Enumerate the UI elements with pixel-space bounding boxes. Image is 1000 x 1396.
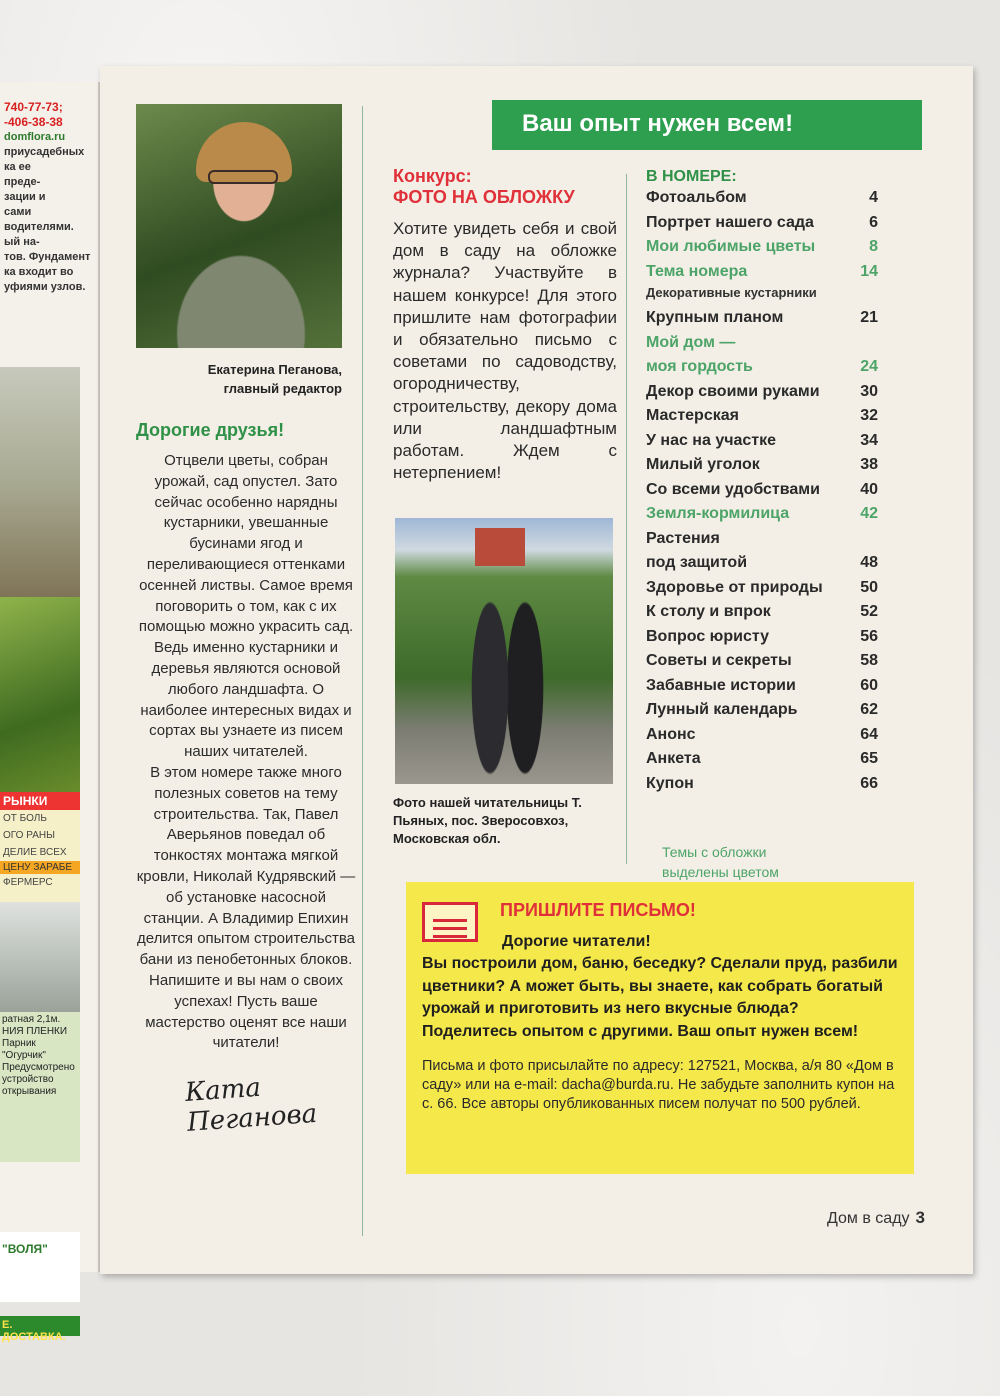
prev-line: ка входит во xyxy=(4,266,74,278)
column-divider xyxy=(362,106,363,1236)
toc-item-page: 52 xyxy=(860,603,878,620)
contest-body: Хотите увидеть себя и свой дом в саду на обложке журнала? Участвуйте в нашем конкурсе! Для этого пришлите нам фотографии и обязательно письмо с советами по садоводству, огородничеству, строительству, декору дома или ландшафтным работам. Ждем с нетерпением! xyxy=(393,219,617,483)
portrait-glasses xyxy=(208,170,278,184)
send-letter-salutation: Дорогие читатели! xyxy=(502,933,651,950)
toc-subtitle: Декоративные кустарники xyxy=(646,285,817,300)
envelope-icon xyxy=(422,902,478,942)
toc-item-label: Забавные истории xyxy=(646,676,796,694)
letter-greeting: Дорогие друзья! xyxy=(136,420,285,440)
toc-item-label: Купон xyxy=(646,774,694,792)
toc-item xyxy=(646,772,878,797)
toc-item-label: К столу и впрок xyxy=(646,603,771,620)
toc-item-label: Мой дом — xyxy=(646,333,736,351)
market-line: ДЕЛИЕ ВСЕХ xyxy=(3,847,67,858)
prev-phone-2: -406-38-38 xyxy=(4,115,63,129)
toc-item xyxy=(646,723,878,748)
toc-divider xyxy=(626,174,627,864)
toc-note xyxy=(662,842,878,882)
previous-page-text xyxy=(0,82,98,295)
editor-name: Екатерина Пеганова, xyxy=(207,362,342,377)
toc-item-page: 62 xyxy=(860,701,878,718)
market-line: ОГО РАНЫ xyxy=(3,830,55,841)
editor-letter xyxy=(136,451,356,1054)
send-letter-footer: Письма и фото присылайте по адресу: 127521, Москва, а/я 80 «Дом в саду» или на e-mail: dacha@burda.ru. Не забудьте заполнить купон на с. 66. Все авторы опубликованных писем получат по 500 рублей. xyxy=(422,1058,895,1112)
greenhouse-info xyxy=(0,1012,80,1162)
toc-item-page: 38 xyxy=(860,456,878,473)
toc-heading: В НОМЕРЕ: xyxy=(646,168,737,185)
info-line: НИЯ ПЛЕНКИ xyxy=(2,1026,68,1037)
toc-item-page: 50 xyxy=(860,578,878,596)
toc-item xyxy=(646,551,878,576)
toc-item-page: 64 xyxy=(860,725,878,743)
photo-house xyxy=(475,528,525,566)
toc-item xyxy=(646,698,878,723)
toc-item xyxy=(646,453,878,478)
page-footer xyxy=(827,1208,925,1228)
editor-role: главный редактор xyxy=(223,381,342,396)
prev-line: сами xyxy=(4,206,32,218)
toc-item-page: 66 xyxy=(860,774,878,792)
toc-item-page: 65 xyxy=(860,750,878,767)
toc-item-page: 24 xyxy=(860,358,878,375)
toc-item-page: 42 xyxy=(860,505,878,522)
prev-line: преде- xyxy=(4,176,41,188)
toc-item-label: моя гордость xyxy=(646,358,753,375)
info-line: Парник xyxy=(2,1038,36,1049)
photo-caption: Фото нашей читательницы Т. Пьяных, пос. Зверосовхоз, Московская обл. xyxy=(393,795,582,847)
editor-caption xyxy=(136,360,342,398)
greenhouse-photo xyxy=(0,367,80,607)
prev-line: ый на- xyxy=(4,236,40,248)
toc-item-page: 32 xyxy=(860,407,878,424)
cucumber-plants-photo xyxy=(0,597,80,797)
toc-item-label: Анкета xyxy=(646,750,701,767)
toc-item-label: Советы и секреты xyxy=(646,652,792,669)
toc-item-page: 4 xyxy=(869,189,878,206)
toc-item xyxy=(646,478,878,503)
toc-list xyxy=(646,186,878,796)
section-banner: Ваш опыт нужен всем! xyxy=(492,100,922,150)
toc-item xyxy=(646,260,878,285)
toc-item xyxy=(646,649,878,674)
prev-line: приусадебных xyxy=(4,146,85,158)
toc-item-page xyxy=(852,331,878,356)
toc-item-page: 56 xyxy=(860,627,878,645)
toc-item-page: 34 xyxy=(860,431,878,449)
toc-item-page: 6 xyxy=(869,213,878,231)
toc-note-line2: выделены цветом xyxy=(662,864,779,880)
toc-item-page: 8 xyxy=(869,238,878,255)
toc-item-label: Крупным планом xyxy=(646,309,784,326)
prev-line: водителями. xyxy=(4,221,74,233)
toc-item-label: Лунный календарь xyxy=(646,701,798,718)
toc-item xyxy=(646,747,878,772)
prev-line: зации и xyxy=(4,191,46,203)
letter-paragraph: В этом номере также много полезных советов на тему строительства. Так, Павел Аверьянов поведал об тонкостях монтажа мягкой кровли, Николай Кудрявский — об установке насосной станции. А Владимир Епихин делится опытом строительства бани из пенобетонных блоков. xyxy=(136,763,356,969)
toc-item xyxy=(646,404,878,429)
magazine-page xyxy=(100,66,973,1274)
toc-item xyxy=(646,674,878,699)
editor-signature: Ката Пеганова xyxy=(184,1072,319,1138)
letter-paragraph: Напишите и вы нам о своих успехах! Пусть ваше мастерство оценят все наши читатели! xyxy=(145,971,347,1052)
market-line: ЦЕНУ ЗАРАБЕ xyxy=(0,861,80,874)
toc-item-label: Тема номера xyxy=(646,262,748,280)
toc-item xyxy=(646,186,878,211)
tunnel-greenhouse-photo xyxy=(0,902,80,1012)
market-line: ФЕРМЕРС xyxy=(3,877,53,888)
toc-item-label: Со всеми удобствами xyxy=(646,480,820,498)
toc-item-page: 58 xyxy=(860,652,878,669)
toc-item-page: 30 xyxy=(860,382,878,400)
toc-item-label: Мастерская xyxy=(646,407,739,424)
toc-item-page: 48 xyxy=(860,554,878,571)
toc-item-page: 40 xyxy=(860,480,878,498)
toc-item-label: Земля-кормилица xyxy=(646,505,790,522)
toc-item-label: Милый уголок xyxy=(646,456,760,473)
delivery-banner: Е. ДОСТАВКА. xyxy=(0,1316,80,1336)
toc-item xyxy=(646,306,878,331)
table-of-contents xyxy=(646,168,878,882)
prev-phone-1: 740-77-73; xyxy=(4,100,63,114)
previous-page-strip xyxy=(0,82,100,1343)
editor-column xyxy=(136,104,356,1138)
toc-item-page: 21 xyxy=(860,309,878,326)
toc-item xyxy=(646,380,878,405)
prev-line: ка ее xyxy=(4,161,31,173)
info-line: "Огурчик" xyxy=(2,1050,46,1061)
market-title: РЫНКИ xyxy=(0,792,80,810)
market-ad xyxy=(0,792,80,902)
toc-item-page xyxy=(852,527,878,552)
toc-item-label: под защитой xyxy=(646,554,748,571)
send-letter-body: Вы построили дом, баню, беседку? Сделали пруд, разбили цветники? А может быть, вы знаете, как собрать богатый урожай и приготовить из него вкусные блюда? Поделитесь опытом с другими. Ваш опыт нужен всем! xyxy=(422,955,898,1040)
info-line: устройство открывания xyxy=(2,1074,57,1097)
contest-title-line1: Конкурс: xyxy=(393,166,472,186)
send-letter-title: ПРИШЛИТЕ ПИСЬМО! xyxy=(500,900,696,920)
toc-item xyxy=(646,502,878,527)
toc-item-label: Здоровье от природы xyxy=(646,578,823,596)
toc-item-page: 60 xyxy=(860,676,878,694)
prev-line: уфиями узлов. xyxy=(4,281,86,293)
toc-item-label: Портрет нашего сада xyxy=(646,213,814,231)
prev-line: тов. Фундамент xyxy=(4,251,91,263)
magazine-name: Дом в саду xyxy=(826,1210,910,1227)
toc-item-label: Вопрос юристу xyxy=(646,627,769,645)
toc-item-label: Анонс xyxy=(646,725,696,743)
toc-item xyxy=(646,235,878,260)
toc-item-label: Декор своими руками xyxy=(646,382,820,400)
toc-item xyxy=(646,211,878,236)
toc-note-line1: Темы с обложки xyxy=(662,844,767,860)
contest-column xyxy=(393,166,617,848)
prev-site: domflora.ru xyxy=(4,131,66,143)
volya-logo: "ВОЛЯ" xyxy=(0,1232,80,1302)
toc-item xyxy=(646,576,878,601)
contest-title-line2: ФОТО НА ОБЛОЖКУ xyxy=(393,187,575,207)
editor-portrait xyxy=(136,104,342,348)
toc-item xyxy=(646,625,878,650)
toc-item xyxy=(646,527,878,552)
toc-item-label: Мои любимые цветы xyxy=(646,238,816,255)
contest-title xyxy=(393,166,617,208)
page-number: 3 xyxy=(915,1208,925,1227)
send-letter-box xyxy=(406,882,914,1174)
toc-item xyxy=(646,355,878,380)
toc-item xyxy=(646,429,878,454)
toc-item-label: Фотоальбом xyxy=(646,189,747,206)
toc-item xyxy=(646,600,878,625)
toc-item-label: Растения xyxy=(646,529,720,547)
info-line: ратная 2,1м. xyxy=(2,1014,61,1025)
toc-item-page: 14 xyxy=(860,262,878,280)
info-line: Предусмотрено xyxy=(2,1062,75,1073)
letter-paragraph: Отцвели цветы, собран урожай, сад опустел. Зато сейчас особенно нарядны кустарники, увешанные бусинами ягод и переливающиеся оттенками осенней листвы. Самое время поговорить о том, как с их помощью можно украсить сад. Ведь именно кустарники и деревья являются основой любого ландшафта. О наиболее интересных видах и сортах вы узнаете из писем наших читателей. xyxy=(138,452,354,761)
toc-item-label: У нас на участке xyxy=(646,431,777,449)
market-line: ОТ БОЛЬ xyxy=(3,813,47,824)
toc-item xyxy=(646,331,878,356)
reader-couple-photo xyxy=(395,518,613,784)
